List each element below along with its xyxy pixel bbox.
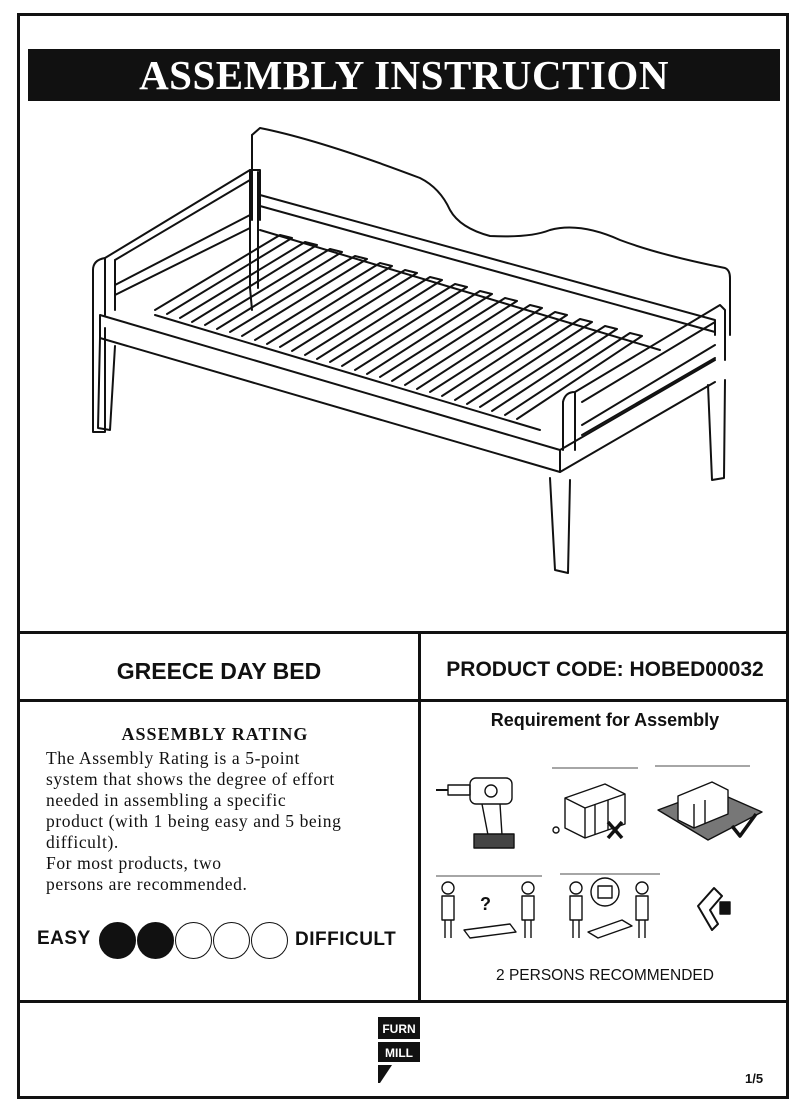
rating-line: product (with 1 being easy and 5 being	[46, 811, 342, 831]
furnmill-logo	[378, 1017, 420, 1085]
two-persons-confused-icon	[436, 876, 542, 938]
persons-recommended: 2 PERSONS RECOMMENDED	[496, 967, 714, 984]
difficult-label: DIFFICULT	[295, 929, 397, 950]
rating-line: For most products, two	[46, 853, 222, 873]
logo-line-2: MILL	[385, 1046, 413, 1060]
rating-title: ASSEMBLY RATING	[121, 724, 309, 744]
box-on-mat-correct-icon	[655, 766, 762, 840]
day-bed-illustration	[60, 110, 760, 610]
rating-line: persons are recommended.	[46, 874, 248, 894]
requirements-icons	[430, 760, 770, 960]
easy-label: EASY	[37, 928, 91, 949]
rating-description	[46, 748, 416, 895]
rating-line: needed in assembling a specific	[46, 790, 287, 810]
product-name: GREECE DAY BED	[116, 658, 322, 684]
rating-dot-2	[137, 922, 174, 959]
divider-top	[20, 631, 789, 634]
allen-key-icon	[698, 888, 730, 930]
product-code: PRODUCT CODE: HOBED00032	[446, 658, 764, 681]
rating-line: system that shows the degree of effort	[46, 769, 335, 789]
rating-scale	[99, 922, 288, 960]
box-on-floor-wrong-icon	[552, 768, 638, 838]
power-drill-icon	[436, 778, 514, 848]
person-reading-instructions-icon	[560, 874, 660, 938]
page-title: ASSEMBLY INSTRUCTION	[28, 49, 780, 101]
rating-dot-5	[251, 922, 288, 959]
rating-dot-4	[213, 922, 250, 959]
requirements-title: Requirement for Assembly	[490, 710, 720, 730]
rating-line: difficult).	[46, 832, 119, 852]
rating-dot-3	[175, 922, 212, 959]
svg-text:?: ?	[480, 894, 491, 914]
rating-dot-1	[99, 922, 136, 959]
rating-line: The Assembly Rating is a 5-point	[46, 748, 300, 768]
page-number: 1/5	[745, 1071, 764, 1086]
divider-bottom	[20, 1000, 789, 1003]
logo-line-1: FURN	[382, 1022, 416, 1036]
